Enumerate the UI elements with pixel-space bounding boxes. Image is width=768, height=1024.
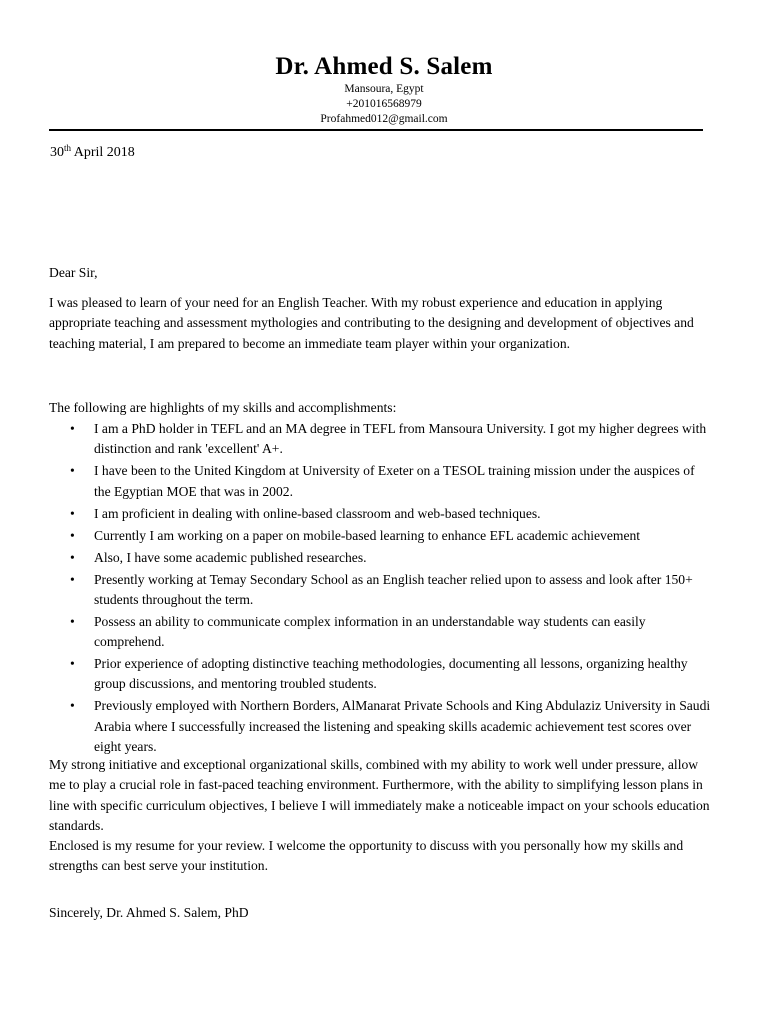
list-item-text: Previously employed with Northern Borders, AlManarat Private Schools and King Abdulaziz University in Saudi Arabia where I successfully increased the listening and speaking skills academic achievement test scores over eight years. <box>94 698 711 754</box>
list-item <box>49 504 711 524</box>
signoff: Sincerely, Dr. Ahmed S. Salem, PhD <box>49 905 249 920</box>
list-item-text: I am proficient in dealing with online-based classroom and web-based techniques. <box>94 505 541 521</box>
list-item-text: Prior experience of adopting distinctive teaching methodologies, documenting all lessons, organizing healthy group discussions, and mentoring troubled students. <box>94 656 688 692</box>
bullet: • <box>70 463 75 479</box>
date-rest: April 2018 <box>71 145 135 160</box>
highlights-list <box>49 419 711 759</box>
list-item <box>49 570 711 611</box>
letter-date <box>50 145 135 161</box>
date-suffix: th <box>64 143 72 153</box>
sender-name: Dr. Ahmed S. Salem <box>275 53 493 80</box>
sender-phone: +201016568979 <box>346 98 422 110</box>
list-item <box>49 526 711 546</box>
list-item <box>49 461 711 502</box>
bullet: • <box>70 527 75 543</box>
bullet: • <box>70 549 75 565</box>
list-item-text: Also, I have some academic published researches. <box>94 549 367 565</box>
bullet: • <box>70 656 75 672</box>
intro-paragraph: I was pleased to learn of your need for an English Teacher. With my robust experience and education in applying appropriate teaching and assessment mythologies and contributing to the designing and development of objectives and teaching material, I am prepared to become an immediate team player within your organization. <box>49 295 694 351</box>
bullet: • <box>70 505 75 521</box>
list-item <box>49 654 711 695</box>
sender-location: Mansoura, Egypt <box>344 83 424 95</box>
date-day: 30 <box>50 145 64 160</box>
bullet: • <box>70 571 75 587</box>
list-item-text: I have been to the United Kingdom at University of Exeter on a TESOL training mission under the auspices of the Egyptian MOE that was in 2002. <box>94 463 695 499</box>
list-item-text: I am a PhD holder in TEFL and an MA degree in TEFL from Mansoura University. I got my higher degrees with distinction and rank 'excellent' A+. <box>94 421 707 457</box>
list-item <box>49 419 711 460</box>
highlights-lead: The following are highlights of my skills and accomplishments: <box>49 400 397 415</box>
bullet: • <box>70 698 75 714</box>
closing-paragraph-1: My strong initiative and exceptional organizational skills, combined with my ability to work well under pressure, allow me to play a crucial role in fast-paced teaching environment. Furthermore, with the ability to simplifying lesson plans in line with specific curriculum objectives, I believe I will immediately make a noticeable impact on your schools education standards. <box>49 757 710 833</box>
greeting: Dear Sir, <box>49 265 98 280</box>
sender-email: Profahmed012@gmail.com <box>320 113 448 125</box>
letterhead <box>0 52 768 127</box>
header-divider <box>49 129 703 131</box>
list-item <box>49 548 711 568</box>
closing-paragraph-2: Enclosed is my resume for your review. I welcome the opportunity to discuss with you personally how my skills and strengths can best serve your institution. <box>49 838 684 874</box>
list-item <box>49 696 711 757</box>
list-item-text: Presently working at Temay Secondary School as an English teacher relied upon to assess and look after 150+ students throughout the term. <box>94 571 693 607</box>
list-item-text: Possess an ability to communicate complex information in an understandable way students can easily comprehend. <box>94 613 646 650</box>
bullet: • <box>70 421 75 436</box>
list-item-text: Currently I am working on a paper on mobile-based learning to enhance EFL academic achievement <box>94 527 641 543</box>
list-item <box>49 612 711 653</box>
bullet: • <box>70 613 75 629</box>
